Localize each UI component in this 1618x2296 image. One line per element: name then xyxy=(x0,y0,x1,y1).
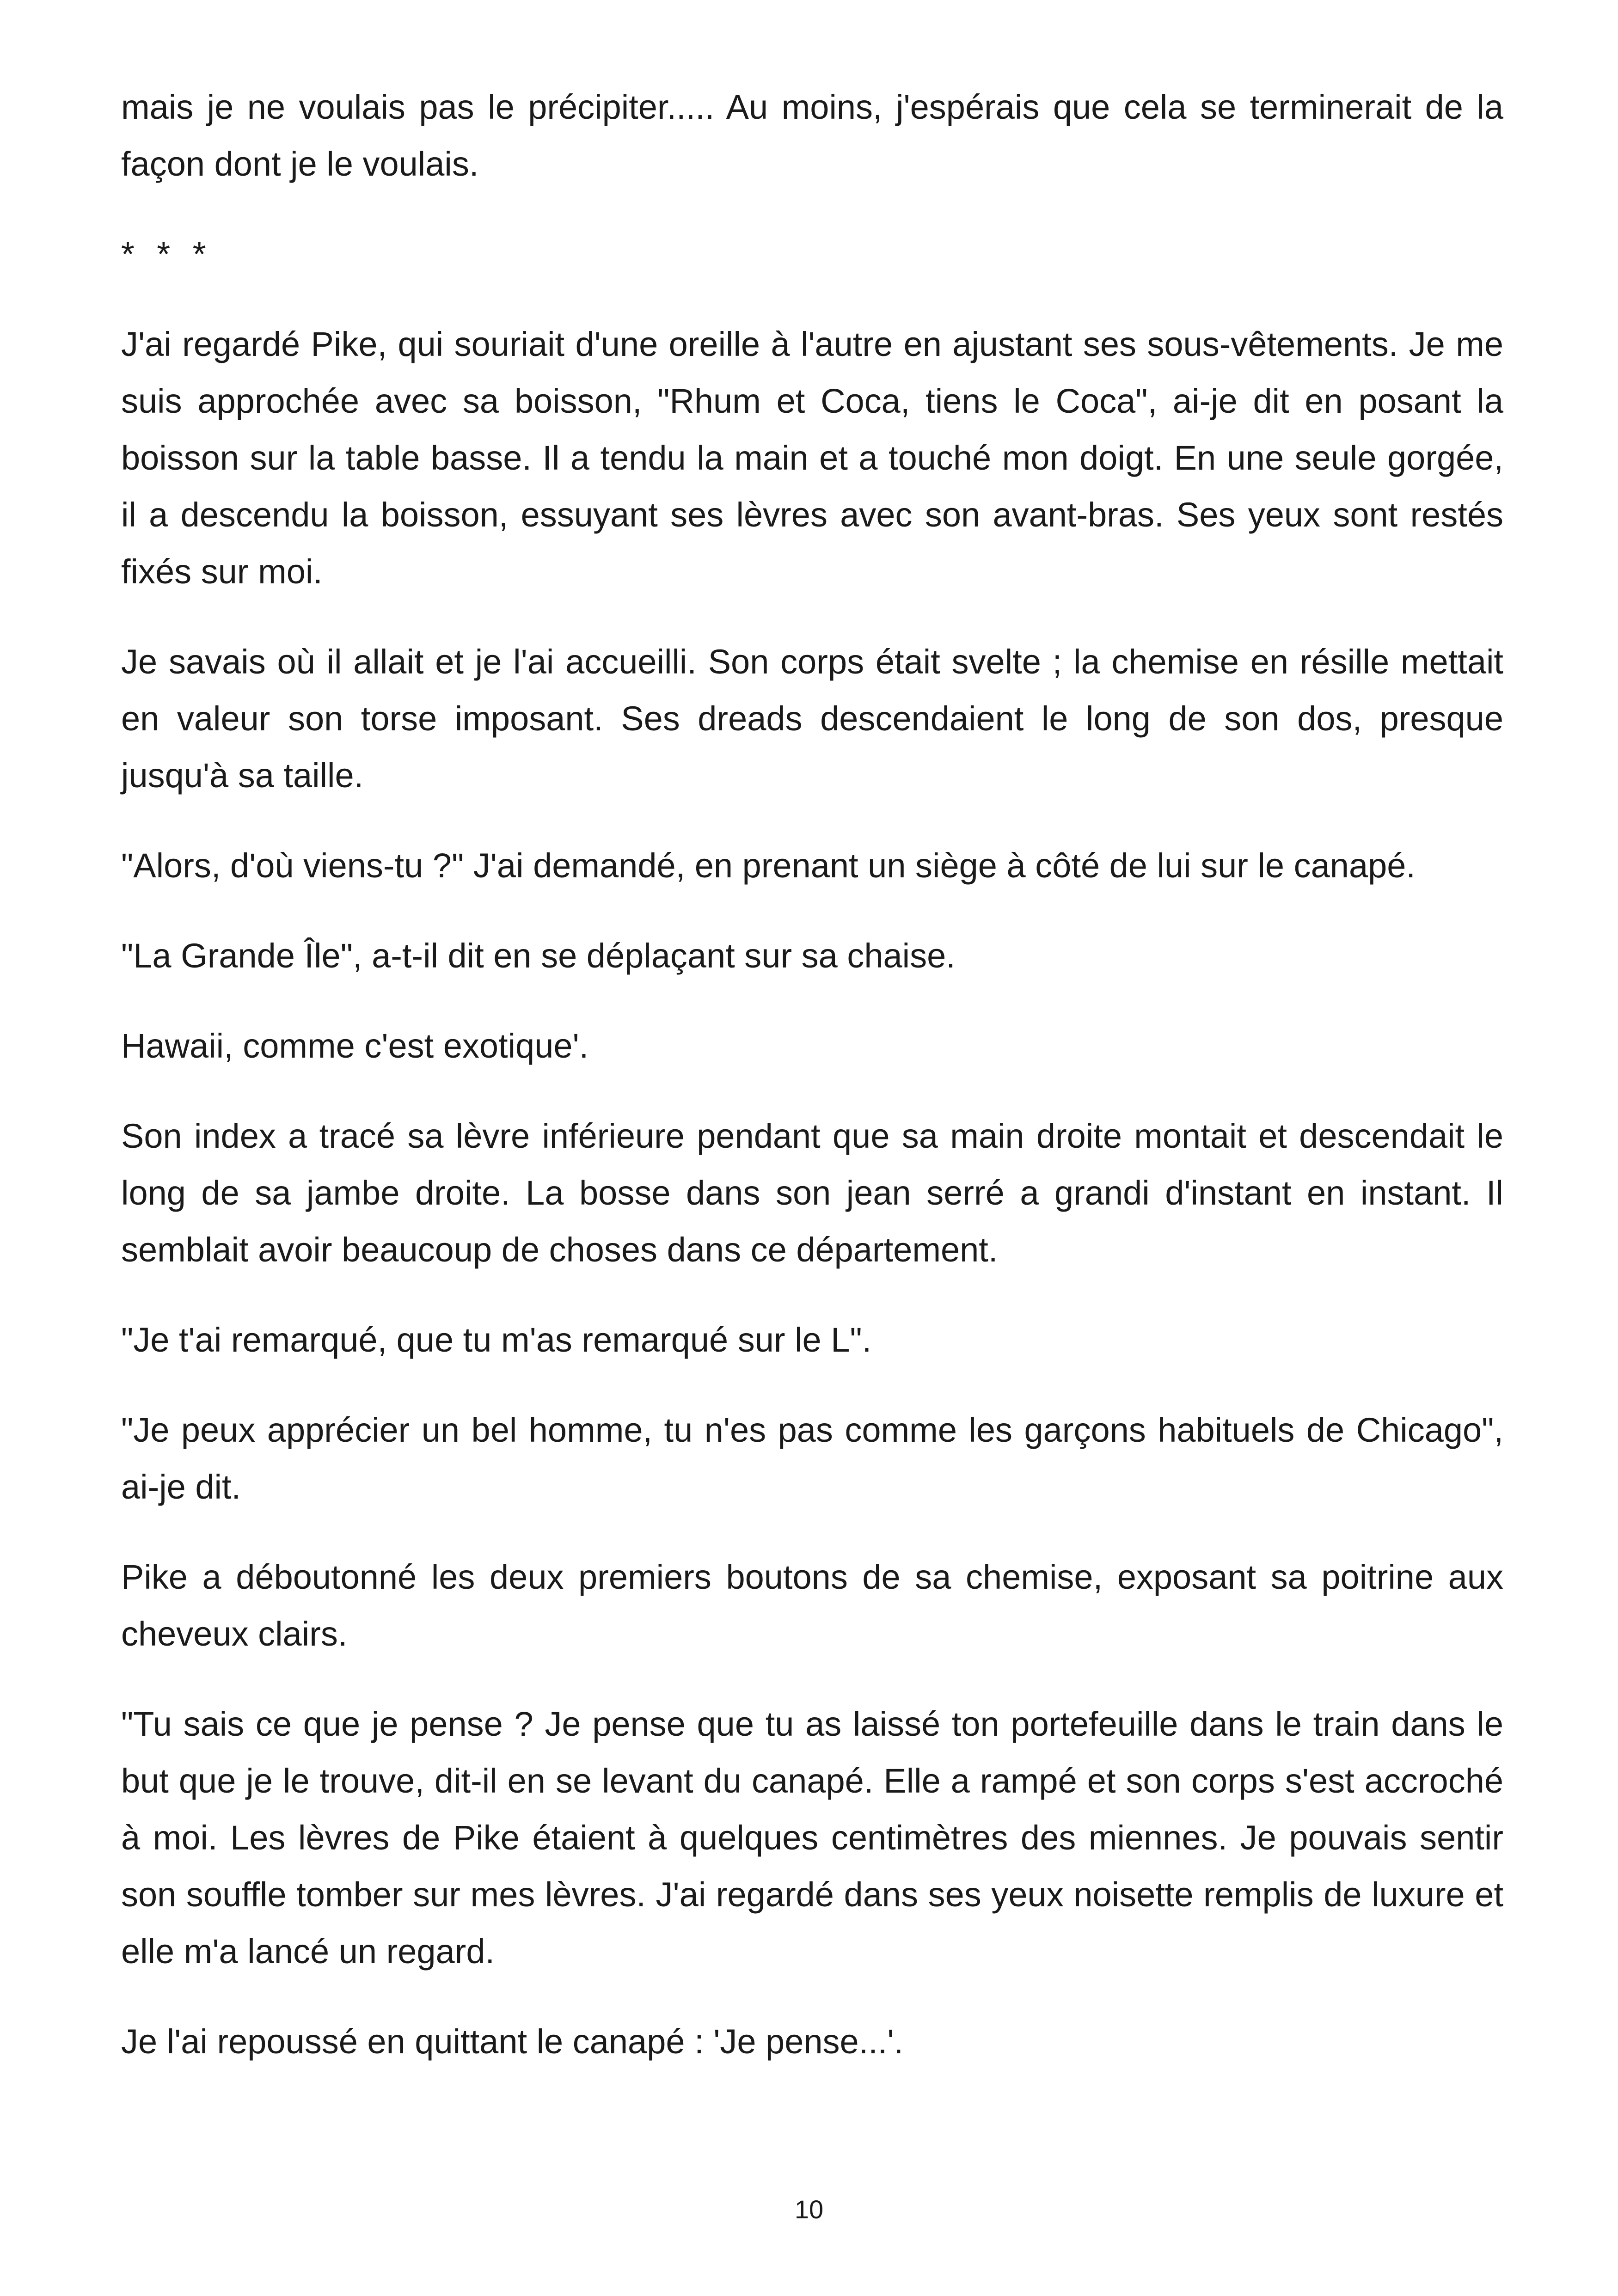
paragraph: J'ai regardé Pike, qui souriait d'une oreille à l'autre en ajustant ses sous-vêtements. Je me suis approchée avec sa boisson, "Rhum et Coca, tiens le Coca", ai-je dit en posant la boisson sur la table basse. Il a tendu la main et a touché mon doigt. En une seule gorgée, il a descendu la boisson, essuyant ses lèvres avec son avant-bras. Ses yeux sont restés fixés sur moi. xyxy=(121,325,1503,591)
page-number: 10 xyxy=(794,2195,824,2224)
paragraph: "Tu sais ce que je pense ? Je pense que tu as laissé ton portefeuille dans le train dans le but que je le trouve, dit-il en se levant du canapé. Elle a rampé et son corps s'est accroché à moi. Les lèvres de Pike étaient à quelques centimètres des miennes. Je pouvais sentir son souffle tomber sur mes lèvres. J'ai regardé dans ses yeux noisette remplis de luxure et elle m'a lancé un regard. xyxy=(121,1705,1503,1971)
scene-separator: * * * xyxy=(121,235,213,273)
paragraph: "La Grande Île", a-t-il dit en se déplaçant sur sa chaise. xyxy=(121,937,956,975)
paragraph: Pike a déboutonné les deux premiers boutons de sa chemise, exposant sa poitrine aux cheveux clairs. xyxy=(121,1558,1503,1653)
page-body xyxy=(121,79,1503,2103)
paragraph: Je savais où il allait et je l'ai accueilli. Son corps était svelte ; la chemise en résille mettait en valeur son torse imposant. Ses dreads descendaient le long de son dos, presque jusqu'à sa taille. xyxy=(121,643,1503,795)
paragraph: "Je t'ai remarqué, que tu m'as remarqué sur le L". xyxy=(121,1321,872,1359)
paragraph: Son index a tracé sa lèvre inférieure pendant que sa main droite montait et descendait le long de sa jambe droite. La bosse dans son jean serré a grandi d'instant en instant. Il semblait avoir beaucoup de choses dans ce département. xyxy=(121,1117,1503,1269)
paragraph-continuation: mais je ne voulais pas le précipiter..... Au moins, j'espérais que cela se terminerait de la façon dont je le voulais. xyxy=(121,88,1503,183)
paragraph: "Je peux apprécier un bel homme, tu n'es pas comme les garçons habituels de Chicago", ai-je dit. xyxy=(121,1411,1503,1506)
paragraph: "Alors, d'où viens-tu ?" J'ai demandé, en prenant un siège à côté de lui sur le canapé. xyxy=(121,846,1416,885)
paragraph: Hawaii, comme c'est exotique'. xyxy=(121,1027,589,1065)
paragraph: Je l'ai repoussé en quittant le canapé : 'Je pense...'. xyxy=(121,2022,904,2061)
